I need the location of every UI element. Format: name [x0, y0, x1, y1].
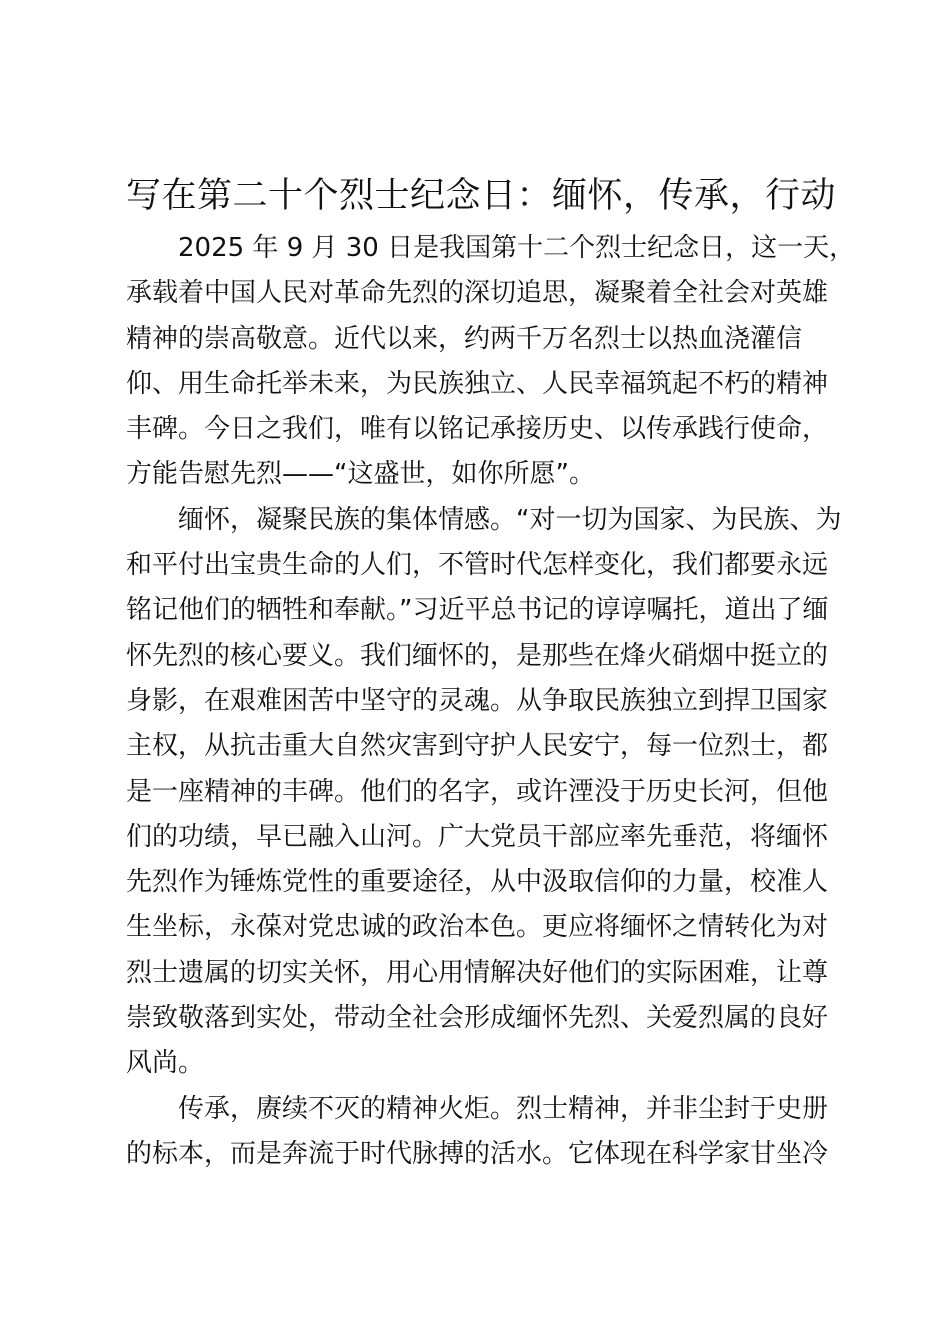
paragraph-line: 崇致敬落到实处，带动全社会形成缅怀先烈、关爱烈属的良好 — [126, 1003, 829, 1034]
paragraph-line: 先烈作为锤炼党性的重要途径，从中汲取信仰的力量，校准人 — [126, 867, 829, 898]
paragraph-line: 传承，赓续不灭的精神火炬。烈士精神，并非尘封于史册 — [178, 1093, 829, 1124]
paragraph-line: 是一座精神的丰碑。他们的名字，或许湮没于历史长河，但他 — [126, 776, 829, 807]
paragraph-line: 仰、用生命托举未来，为民族独立、人民幸福筑起不朽的精神 — [126, 368, 829, 399]
paragraph-line: 生坐标，永葆对党忠诚的政治本色。更应将缅怀之情转化为对 — [126, 912, 829, 943]
paragraph-line: 的标本，而是奔流于时代脉搏的活水。它体现在科学家甘坐冷 — [126, 1138, 829, 1169]
paragraph-line: 风尚。 — [126, 1048, 205, 1079]
paragraph-line: 方能告慰先烈——“这盛世，如你所愿”。 — [126, 459, 595, 490]
paragraph-line: 身影，在艰难困苦中坚守的灵魂。从争取民族独立到捍卫国家 — [126, 685, 829, 716]
paragraph-line: 精神的崇高敬意。近代以来，约两千万名烈士以热血浇灌信 — [126, 323, 803, 354]
paragraph-line: 丰碑。今日之我们，唯有以铭记承接历史、以传承践行使命， — [126, 414, 829, 445]
paragraph-line: 烈士遗属的切实关怀，用心用情解决好他们的实际困难，让尊 — [126, 957, 829, 988]
paragraph-line: 主权，从抗击重大自然灾害到守护人民安宁，每一位烈士，都 — [126, 731, 829, 762]
document-title: 写在第二十个烈士纪念日：缅怀，传承，行动 — [126, 176, 837, 216]
paragraph-line: 怀先烈的核心要义。我们缅怀的，是那些在烽火硝烟中挺立的 — [126, 640, 829, 671]
paragraph-line: 承载着中国人民对革命先烈的深切追思，凝聚着全社会对英雄 — [126, 278, 829, 309]
paragraph-line: 铭记他们的牺牲和奉献。”习近平总书记的谆谆嘱托，道出了缅 — [126, 595, 829, 626]
document-body — [126, 226, 856, 1177]
paragraph-line: 们的功绩，早已融入山河。广大党员干部应率先垂范，将缅怀 — [126, 821, 829, 852]
paragraph-line: 缅怀，凝聚民族的集体情感。“对一切为国家、为民族、为 — [178, 504, 842, 535]
paragraph-line: 和平付出宝贵生命的人们，不管时代怎样变化，我们都要永远 — [126, 550, 829, 581]
paragraph-line: 2025 年 9 月 30 日是我国第十二个烈士纪念日，这一天， — [178, 233, 856, 263]
